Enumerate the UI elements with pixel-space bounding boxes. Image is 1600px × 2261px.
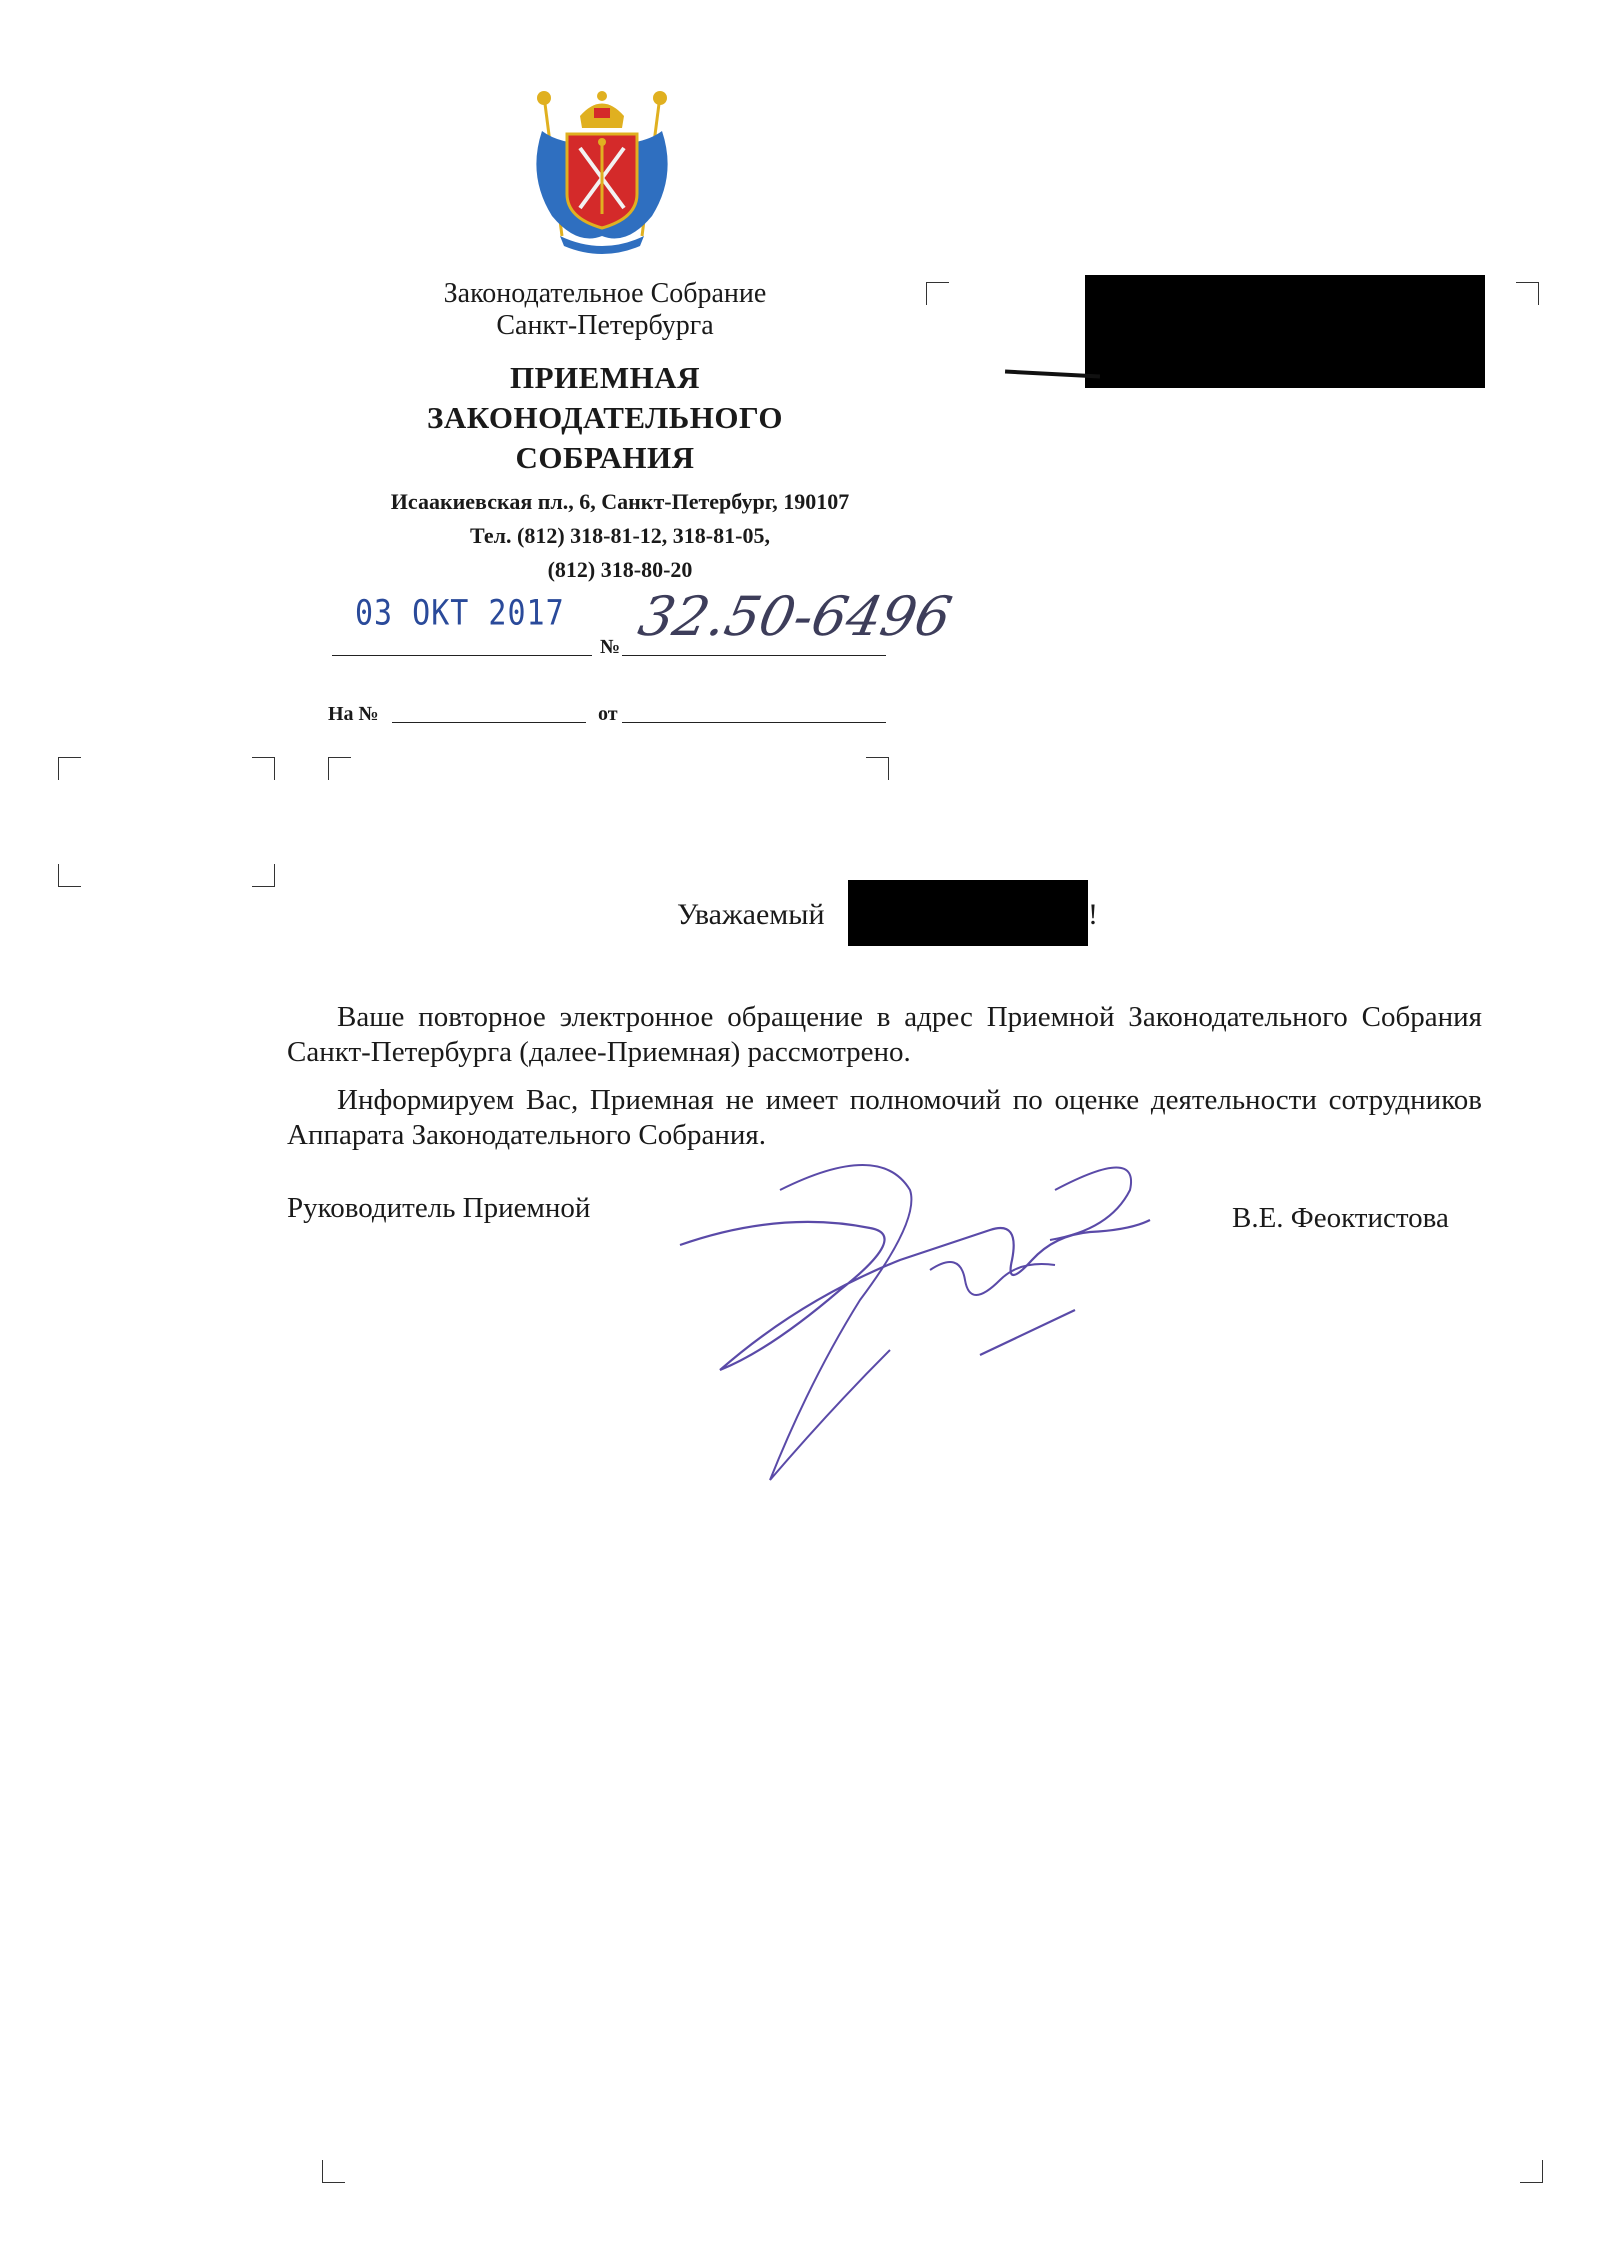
reply-underline xyxy=(392,722,586,723)
handwritten-signature xyxy=(660,1150,1160,1490)
corner-mark xyxy=(252,864,275,887)
number-underline xyxy=(622,655,886,656)
address-line: Исаакиевская пл., 6, Санкт-Петербург, 190107 xyxy=(390,489,850,514)
from-label: от xyxy=(598,703,618,725)
redacted-recipient-block xyxy=(1085,275,1485,388)
org-name-line2: Санкт-Петербурга xyxy=(496,310,714,341)
org-title-line1: ПРИЕМНАЯ xyxy=(510,360,700,395)
number-sign: № xyxy=(600,636,621,658)
coat-of-arms-emblem xyxy=(522,86,682,256)
corner-mark xyxy=(866,757,889,780)
phone-line2: (812) 318-80-20 xyxy=(547,557,693,582)
redacted-recipient-name xyxy=(848,880,1088,946)
corner-mark xyxy=(926,282,949,305)
corner-mark xyxy=(58,864,81,887)
letter-paragraph-2: Информируем Вас, Приемная не имеет полномочий по оценке деятельности сотрудников Аппарата Законодательного Собрания. xyxy=(287,1084,1482,1151)
from-underline xyxy=(622,722,886,723)
greeting-end: ! xyxy=(1088,898,1098,931)
date-stamp: 03 ОКТ 2017 xyxy=(355,593,565,634)
greeting-text: Уважаемый xyxy=(677,898,825,931)
handwritten-number: 32.50-6496 xyxy=(633,585,957,648)
org-name-line1: Законодательное Собрание xyxy=(443,278,767,309)
letter-paragraph-1: Ваше повторное электронное обращение в адрес Приемной Законодательного Собрания Санкт-Петербурга (далее-Приемная) рассмотрено. xyxy=(287,1001,1482,1068)
corner-mark xyxy=(328,757,351,780)
corner-mark xyxy=(1520,2160,1543,2183)
signatory-position: Руководитель Приемной xyxy=(287,1192,591,1224)
corner-mark xyxy=(252,757,275,780)
org-title-line2: ЗАКОНОДАТЕЛЬНОГО xyxy=(426,400,784,435)
date-underline xyxy=(332,655,592,656)
reply-label: На № xyxy=(328,703,379,725)
signatory-name: В.Е. Феоктистова xyxy=(1232,1202,1449,1234)
corner-mark xyxy=(58,757,81,780)
corner-mark xyxy=(322,2160,345,2183)
corner-mark xyxy=(1516,282,1539,305)
phone-line1: Тел. (812) 318-81-12, 318-81-05, xyxy=(470,523,770,548)
org-title-line3: СОБРАНИЯ xyxy=(515,440,695,475)
